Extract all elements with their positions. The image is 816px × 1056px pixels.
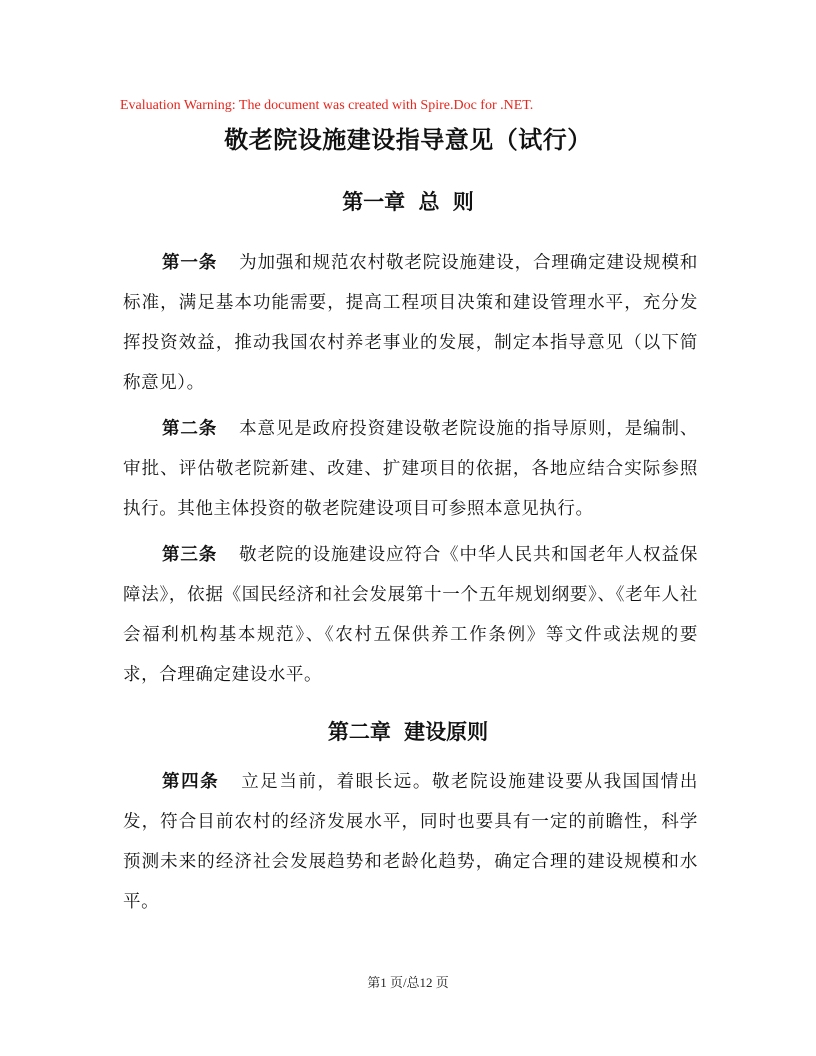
article-4 xyxy=(123,762,698,922)
article-label: 第一条 xyxy=(162,253,218,273)
chapter-heading-1: 第一章 总 则 xyxy=(342,190,474,214)
chapter-heading-2: 第二章 建设原则 xyxy=(327,720,489,744)
page-footer: 第1 页/总12 页 xyxy=(367,975,449,990)
article-1 xyxy=(123,243,698,403)
article-text: 立足当前，着眼长远。敬老院设施建设要从我国国情出发，符合目前农村的经济发展水平，同时也要具有一定的前瞻性，科学预测未来的经济社会发展趋势和老龄化趋势，确定合理的建设规模和水平。 xyxy=(123,772,698,912)
article-3 xyxy=(123,535,698,695)
article-text: 本意见是政府投资建设敬老院设施的指导原则，是编制、审批、评估敬老院新建、改建、扩建项目的依据，各地应结合实际参照执行。其他主体投资的敬老院建设项目可参照本意见执行。 xyxy=(123,419,698,519)
article-label: 第二条 xyxy=(162,419,218,439)
article-text: 敬老院的设施建设应符合《中华人民共和国老年人权益保障法》，依据《国民经济和社会发展第十一个五年规划纲要》、《老年人社会福利机构基本规范》、《农村五保供养工作条例》等文件或法规的要求，合理确定建设水平。 xyxy=(123,545,698,685)
article-text: 为加强和规范农村敬老院设施建设，合理确定建设规模和标准，满足基本功能需要，提高工程项目决策和建设管理水平，充分发挥投资效益，推动我国农村养老事业的发展，制定本指导意见（以下简称意见）。 xyxy=(123,253,698,393)
article-label: 第四条 xyxy=(162,772,220,792)
document-title: 敬老院设施建设指导意见（试行） xyxy=(224,126,592,154)
article-2 xyxy=(123,409,698,529)
article-label: 第三条 xyxy=(162,545,218,565)
evaluation-warning: Evaluation Warning: The document was created with Spire.Doc for .NET. xyxy=(120,98,534,113)
